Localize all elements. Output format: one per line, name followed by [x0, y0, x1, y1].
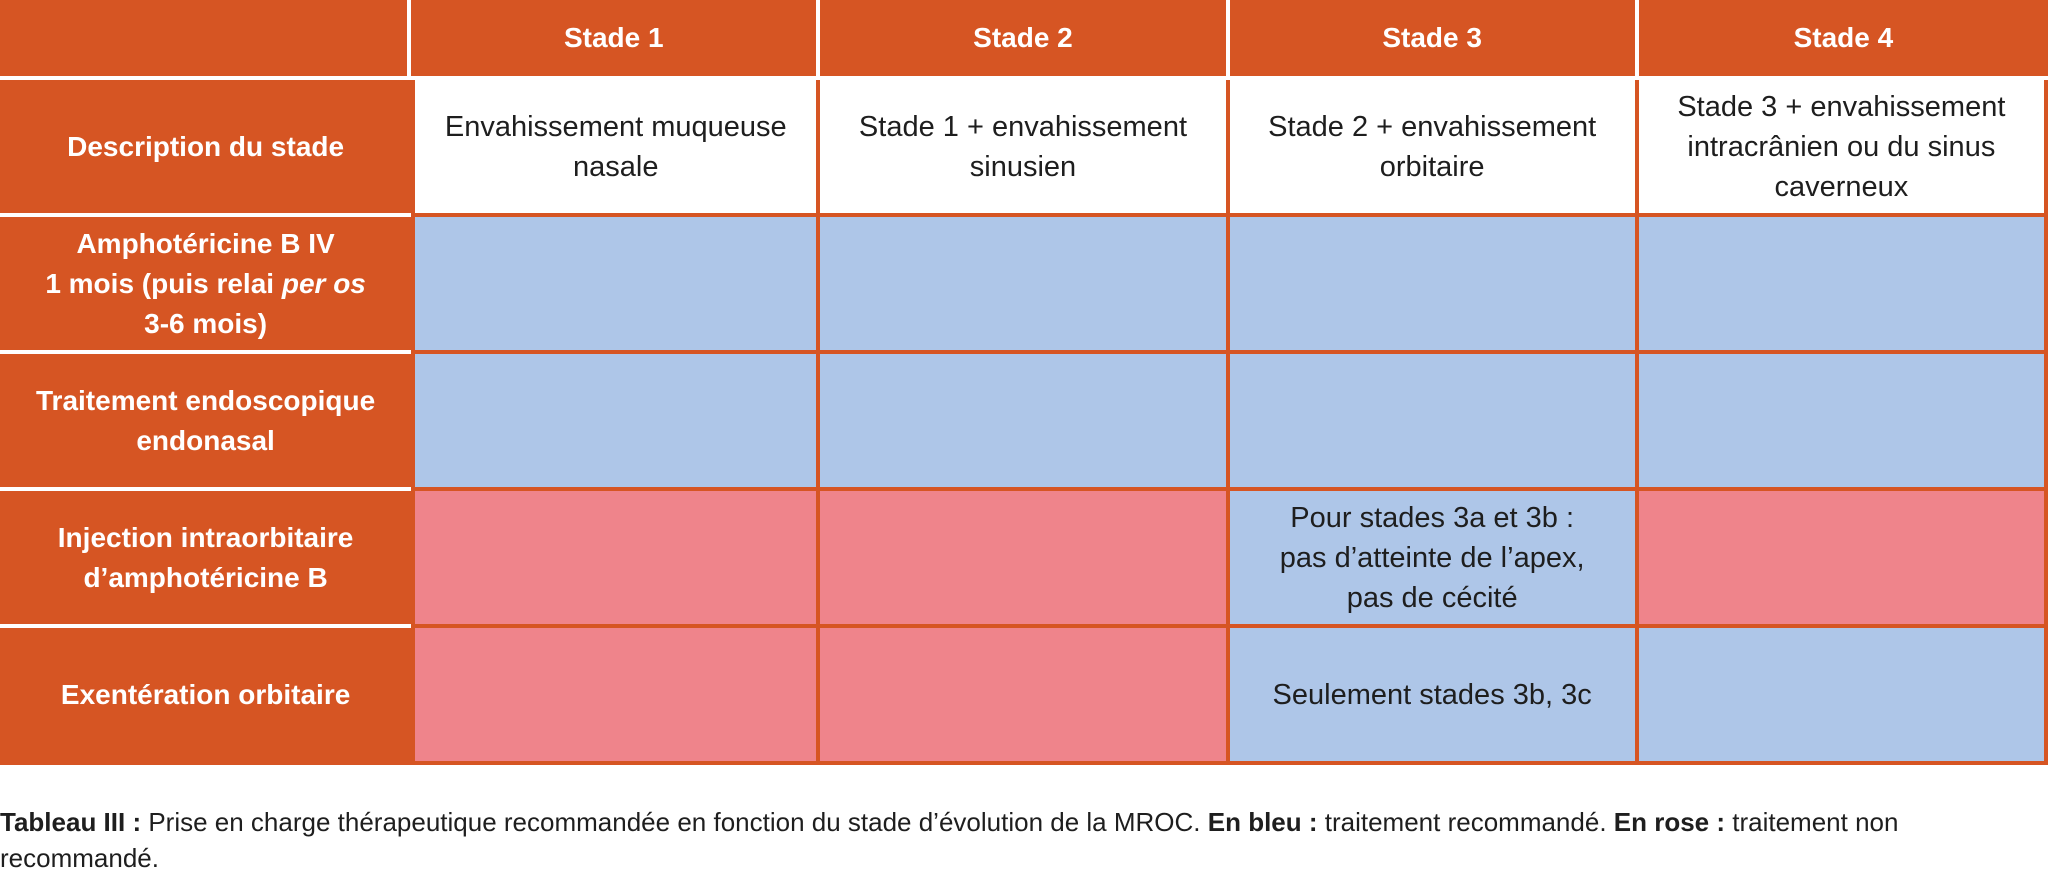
legend-pink-text: traitement non recommandé. — [0, 807, 1899, 873]
table-cell — [1230, 491, 1639, 628]
table-cell — [820, 628, 1229, 765]
cell-text-line: Stade 3 + envahissement — [1677, 90, 2006, 123]
table-caption — [0, 804, 2040, 876]
cell-text-line: Envahissement muqueuse — [444, 110, 787, 143]
cell-text-line: intracrânien ou du sinus — [1687, 130, 1996, 163]
table-cell — [1639, 628, 2048, 765]
cell-text-line: Stade 2 + envahissement — [1268, 110, 1597, 143]
row-label-line: Amphotéricine B IV — [76, 227, 335, 259]
table-cell — [1639, 491, 2048, 628]
table-cell — [411, 80, 820, 217]
table-row — [0, 80, 2048, 217]
table-cell — [1639, 80, 2048, 217]
stage-header: Stade 4 — [1639, 0, 2048, 80]
table-cell — [1230, 80, 1639, 217]
row-label — [0, 491, 411, 628]
cell-text-line: nasale — [573, 150, 659, 183]
table-cell — [1639, 217, 2048, 354]
cell-text-line: Seulement stades 3b, 3c — [1272, 678, 1592, 711]
row-label-line: Injection intraorbitaire — [57, 521, 354, 553]
row-label-line: Exentération orbitaire — [60, 678, 351, 710]
stage-header-row — [0, 0, 2048, 80]
caption-label: Tableau III : — [0, 807, 142, 837]
stage-header: Stade 1 — [411, 0, 820, 80]
row-label-line: 1 mois (puis relai — [45, 267, 282, 299]
table-cell — [1230, 354, 1639, 491]
table-cell — [820, 491, 1229, 628]
table-cell — [820, 354, 1229, 491]
stage-header: Stade 3 — [1230, 0, 1639, 80]
cell-text-line: pas de cécité — [1346, 581, 1518, 614]
cell-text-line: orbitaire — [1379, 150, 1485, 183]
row-label-line: d’amphotéricine B — [83, 561, 328, 593]
corner-cell — [0, 0, 411, 80]
row-label — [0, 628, 411, 765]
table-cell — [411, 628, 820, 765]
cell-text-line: Pour stades 3a et 3b : — [1290, 501, 1575, 534]
table-row — [0, 354, 2048, 491]
row-label — [0, 354, 411, 491]
table-row — [0, 217, 2048, 354]
row-label — [0, 217, 411, 354]
table-cell — [1230, 628, 1639, 765]
cell-text-line: pas d’atteinte de l’apex, — [1279, 541, 1585, 574]
table-cell — [820, 80, 1229, 217]
row-label-line: 3-6 mois) — [144, 307, 268, 339]
table-cell — [411, 491, 820, 628]
table-cell — [820, 217, 1229, 354]
legend-blue-label: En bleu : — [1207, 807, 1318, 837]
table-cell — [411, 217, 820, 354]
legend-blue-text: traitement recommandé. — [1317, 807, 1614, 837]
caption-text: Prise en charge thérapeutique recommandée en fonction du stade d’évolution de la MROC. — [141, 807, 1208, 837]
table-cell — [1230, 217, 1639, 354]
row-label-line: Description du stade — [67, 130, 345, 162]
legend-pink-label: En rose : — [1613, 807, 1726, 837]
table-row — [0, 491, 2048, 628]
cell-text-line: sinusien — [969, 150, 1077, 183]
cell-text-line: caverneux — [1774, 170, 1909, 203]
cell-text-line: Stade 1 + envahissement — [858, 110, 1187, 143]
row-label-line: Traitement endoscopique — [36, 384, 376, 416]
stage-header: Stade 2 — [820, 0, 1229, 80]
table-cell — [411, 354, 820, 491]
row-label — [0, 80, 411, 217]
table-row — [0, 628, 2048, 765]
row-label-line: endonasal — [136, 424, 275, 456]
row-label-italic: per os — [281, 267, 366, 299]
table-cell — [1639, 354, 2048, 491]
